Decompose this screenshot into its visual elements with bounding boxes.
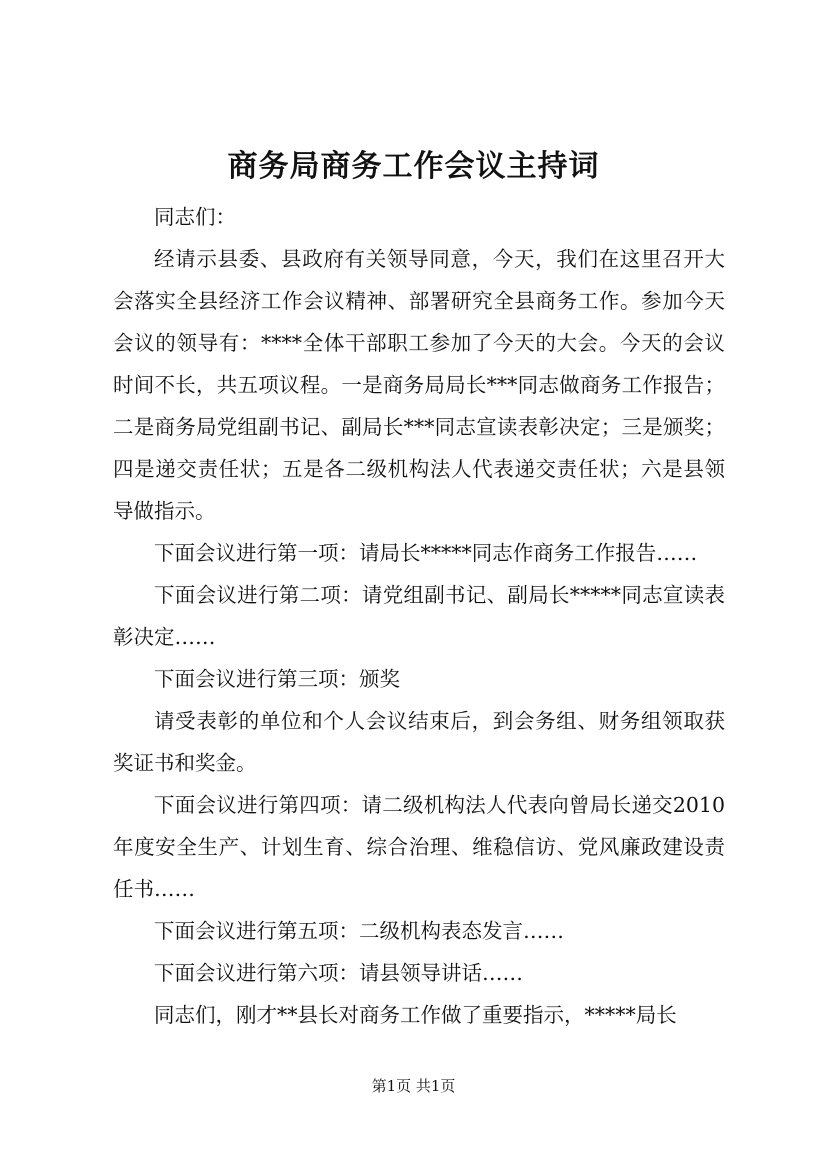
agenda-item-4-paragraph: 下面会议进行第四项：请二级机构法人代表向曾局长递交2010年度安全生产、计划生育、综合治理、维稳信访、党风廉政建设责任书…… (113, 793, 725, 901)
award-notice-paragraph: 请受表彰的单位和个人会议结束后，到会务组、财务组领取获奖证书和奖金。 (113, 709, 725, 775)
salutation-paragraph: 同志们： (154, 205, 236, 229)
agenda-item-1-paragraph: 下面会议进行第一项：请局长*****同志作商务工作报告…… (154, 541, 698, 565)
opening-paragraph: 经请示县委、县政府有关领导同意，今天，我们在这里召开大会落实全县经济工作会议精神、部署研究全县商务工作。参加今天会议的领导有：****全体干部职工参加了今天的大会。今天的会议时间不长，共五项议程。一是商务局局长***同志做商务工作报告；二是商务局党组副书记、副局长***同志宣读表彰决定；三是颁奖；四是递交责任状；五是各二级机构法人代表递交责任状；六是县领导做指示。 (113, 247, 725, 523)
document-body (113, 196, 725, 1036)
closing-paragraph: 同志们，刚才**县长对商务工作做了重要指示，*****局长 (154, 1003, 677, 1027)
document-title: 商务局商务工作会议主持词 (227, 149, 600, 184)
page-footer: 第1页 共1页 (371, 1077, 456, 1095)
agenda-item-6-paragraph: 下面会议进行第六项：请县领导讲话…… (154, 961, 523, 985)
agenda-item-5-paragraph: 下面会议进行第五项：二级机构表态发言…… (154, 919, 564, 943)
agenda-item-3-paragraph: 下面会议进行第三项：颁奖 (154, 667, 400, 691)
agenda-item-2-paragraph: 下面会议进行第二项：请党组副书记、副局长*****同志宣读表彰决定…… (113, 583, 725, 649)
